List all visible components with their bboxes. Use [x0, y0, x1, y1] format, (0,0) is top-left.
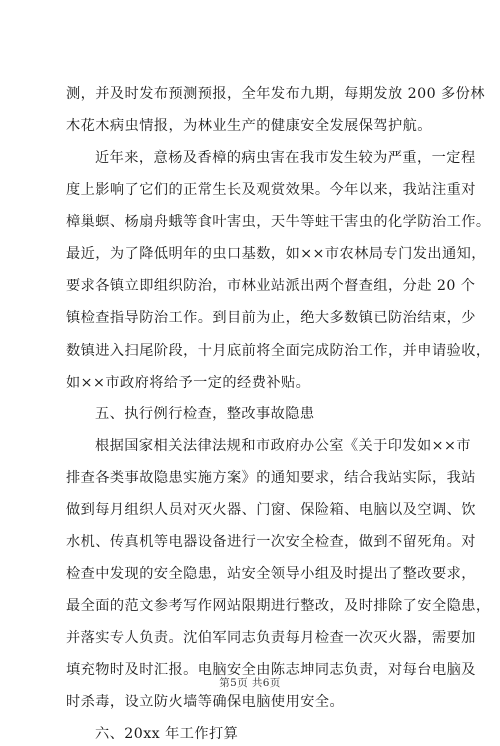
text-line: 要求各镇立即组织防治，市林业站派出两个督查组，分赴 20 个	[66, 278, 476, 294]
text-line: 并落实专人负责。沈伯军同志负责每月检查一次灭火器，需要加	[66, 630, 476, 646]
text-line: 填充物时及时汇报。电脑安全由陈志坤同志负责，对每台电脑及	[66, 662, 476, 678]
text-line: 数镇进入扫尾阶段，十月底前将全面完成防治工作，并申请验收，	[66, 343, 491, 359]
text-line: 做到每月组织人员对灭火器、门窗、保险箱、电脑以及空调、饮	[66, 502, 476, 518]
text-line: 度上影响了它们的正常生长及观赏效果。今年以来，我站注重对	[66, 182, 476, 198]
text-line: 木花木病虫情报，为林业生产的健康安全发展保驾护航。	[66, 118, 432, 134]
text-line: 根据国家相关法律法规和市政府办公室《关于印发如××市	[95, 438, 471, 454]
text-line: 五、执行例行检查，整改事故隐患	[95, 406, 315, 422]
text-line: 如××市政府将给予一定的经费补贴。	[66, 375, 311, 391]
text-line: 水机、传真机等电器设备进行一次安全检查，做到不留死角。对	[66, 534, 476, 550]
text-line: 最近，为了降低明年的虫口基数，如××市农林局专门发出通知，	[66, 246, 486, 262]
text-line: 樟巢螟、杨扇舟蛾等食叶害虫，天牛等蛀干害虫的化学防治工作。	[66, 214, 491, 230]
text-line: 时杀毒，设立防火墙等确保电脑使用安全。	[66, 694, 345, 710]
page-footer: 第5页 共6页	[219, 677, 281, 689]
text-line: 测，并及时发布预测预报，全年发布九期，每期发放 200 多份林	[66, 86, 485, 102]
text-line: 检查中发现的安全隐患，站安全领导小组及时提出了整改要求，	[66, 566, 476, 582]
text-line: 排查各类事故隐患实施方案》的通知要求，结合我站实际，我站	[66, 470, 476, 486]
text-line: 最全面的范文参考写作网站限期进行整改，及时排除了安全隐患，	[66, 598, 491, 614]
text-line: 近年来，意杨及香樟的病虫害在我市发生较为严重，一定程	[95, 150, 476, 166]
text-line: 六、20xx 年工作打算	[95, 726, 239, 742]
text-line: 镇检查指导防治工作。到目前为止，绝大多数镇已防治结束，少	[66, 310, 476, 326]
